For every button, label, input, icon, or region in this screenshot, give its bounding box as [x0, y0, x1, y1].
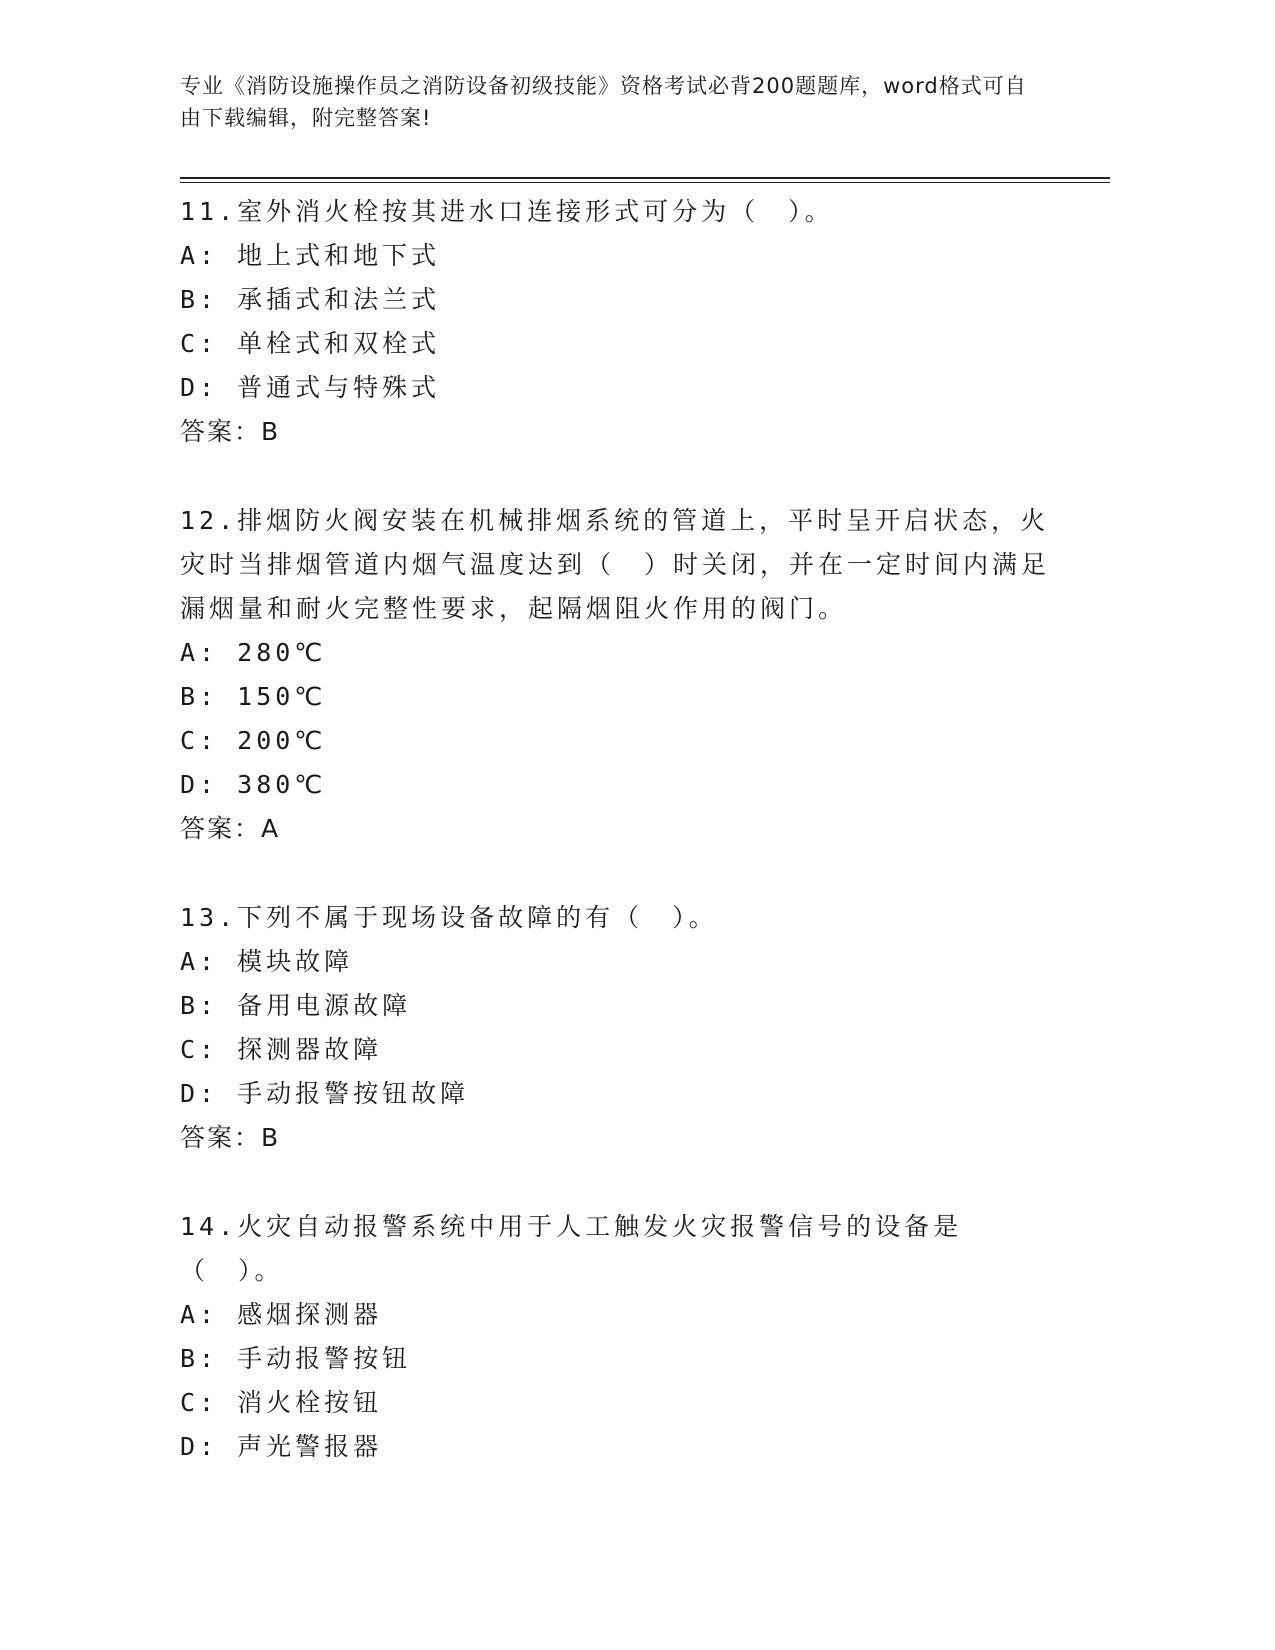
option-b: B: 手动报警按钮: [180, 1344, 412, 1373]
question-stem: 12.排烟防火阀安装在机械排烟系统的管道上，平时呈开启状态，火灾时当排烟管道内烟气温度达到（ ）时关闭，并在一定时间内满足漏烟量和耐火完整性要求，起隔烟阻火作用的阀门。: [180, 506, 1051, 623]
question-stem: 11.室外消火栓按其进水口连接形式可分为（ ）。: [180, 197, 834, 226]
option-c: C: 消火栓按钮: [180, 1388, 383, 1417]
document-header: 专业《消防设施操作员之消防设备初级技能》资格考试必背200题题库，word格式可自由下载编辑，附完整答案!: [180, 74, 1027, 130]
question-11: [180, 190, 1080, 454]
answer-line: 答案：B: [180, 417, 281, 446]
header-divider-thin: [180, 182, 1110, 183]
question-list: [180, 190, 1080, 1514]
option-d: D: 380℃: [180, 770, 327, 799]
option-a: A: 模块故障: [180, 947, 354, 976]
option-c: C: 200℃: [180, 726, 327, 755]
answer-line: 答案：A: [180, 814, 281, 843]
question-12: [180, 499, 1080, 851]
option-c: C: 单栓式和双栓式: [180, 329, 441, 358]
option-a: A: 280℃: [180, 638, 327, 667]
header-divider-thick: [180, 177, 1110, 179]
option-d: D: 普通式与特殊式: [180, 373, 441, 402]
option-d: D: 手动报警按钮故障: [180, 1079, 470, 1108]
question-13: [180, 896, 1080, 1160]
option-b: B: 150℃: [180, 682, 327, 711]
option-a: A: 感烟探测器: [180, 1300, 383, 1329]
question-14: [180, 1205, 1080, 1469]
option-b: B: 承插式和法兰式: [180, 285, 441, 314]
option-b: B: 备用电源故障: [180, 991, 412, 1020]
option-d: D: 声光警报器: [180, 1432, 383, 1461]
question-stem: 14.火灾自动报警系统中用于人工触发火灾报警信号的设备是（ ）。: [180, 1212, 963, 1285]
option-a: A: 地上式和地下式: [180, 241, 441, 270]
question-stem: 13.下列不属于现场设备故障的有（ ）。: [180, 903, 718, 932]
option-c: C: 探测器故障: [180, 1035, 383, 1064]
answer-line: 答案：B: [180, 1123, 281, 1152]
